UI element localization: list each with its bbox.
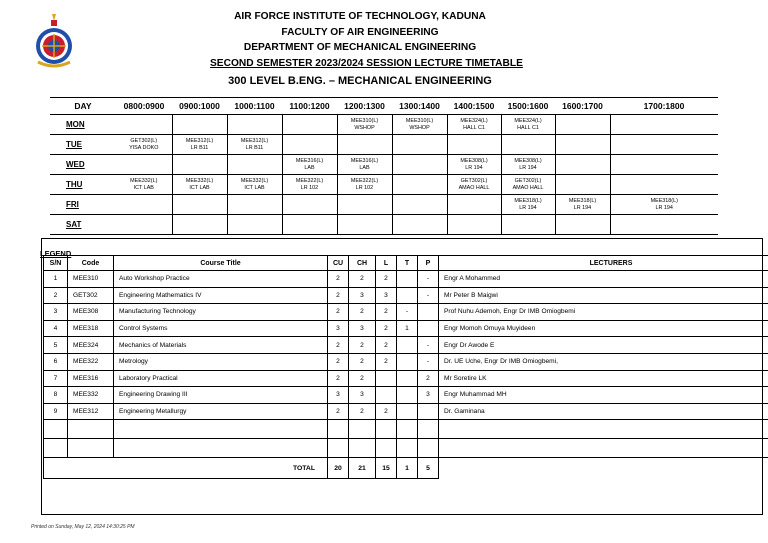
day-label-text: TUE [66,140,82,149]
document-header [210,9,523,90]
course-title-cell: Mechanics of Materials [114,337,328,354]
timetable-cell [282,195,337,215]
timetable-cell [501,195,555,215]
print-timestamp: Printed on Sunday, May 12, 2024 14:30:25 PM [31,524,135,530]
day-label [50,115,116,135]
venue: LR B11 [245,144,264,151]
course-code: MEE318(L) [568,197,597,204]
serial-number-cell: 5 [44,337,68,354]
practical-hours-cell: - [418,271,439,288]
lecture-hours-cell [376,439,397,458]
serial-number-cell: 2 [44,287,68,304]
timetable-cell [610,195,718,215]
credit-units-cell: 2 [328,287,349,304]
credit-units-cell: 2 [328,304,349,321]
course-code: MEE308(L) [514,157,542,164]
timetable-cell [447,135,501,155]
venue: HALL C1 [463,124,485,131]
credit-units-cell: 2 [328,403,349,420]
course-code-cell: MEE316 [68,370,114,387]
timetable-row [50,115,718,135]
timetable-cell [172,215,227,235]
contact-hours-cell: 3 [349,287,376,304]
venue: LR 102 [300,184,319,191]
empty-legend-row [44,420,768,439]
timetable-cell [555,135,610,155]
venue: LR B11 [190,144,209,151]
institute-name: AIR FORCE INSTITUTE OF TECHNOLOGY, KADUNA [234,11,486,22]
lecture-hours-cell: 2 [376,320,397,337]
venue: LAB [359,164,370,171]
venue: WSHOP [409,124,430,131]
serial-number-cell: 3 [44,304,68,321]
venue: LR 194 [573,204,592,211]
lecturers-cell: Mr Soretire LK [439,370,768,387]
course-code: MEE312(L) [240,137,269,144]
venue: LR 194 [519,204,537,211]
course-code: GET302(L) [460,177,488,184]
course-title-cell: Laboratory Practical [114,370,328,387]
lecturers-cell: Mr Peter B Maigwi [439,287,768,304]
timetable-row [50,135,718,155]
tutorial-hours-cell: - [397,304,418,321]
institute-crest-logo [34,12,74,70]
code-header: Code [68,256,114,271]
day-label [50,215,116,235]
course-title-cell [114,420,328,439]
practical-hours-cell: - [418,353,439,370]
sn-header: S/N [44,256,68,271]
course-code: GET302(L) [130,137,158,144]
credit-units-cell: 2 [328,271,349,288]
course-title-cell: Engineering Drawing III [114,387,328,404]
course-code-cell [68,439,114,458]
timetable-cell [501,155,555,175]
day-column-header: DAY [50,98,116,115]
timetable-cell [172,175,227,195]
legend-row [44,287,768,304]
practical-hours-cell [418,304,439,321]
timetable-cell [282,115,337,135]
timetable-cell [227,195,282,215]
course-code-cell: MEE312 [68,403,114,420]
timetable-grid [50,97,718,235]
course-title-cell [114,439,328,458]
course-code: MEE308(L) [460,157,488,164]
contact-hours-cell: 2 [349,370,376,387]
timetable-cell [610,115,718,135]
course-code: MEE332(L) [185,177,214,184]
contact-hours-cell: 2 [349,271,376,288]
course-code: MEE322(L) [350,177,379,184]
serial-number-cell: 6 [44,353,68,370]
timetable-cell [555,175,610,195]
course-code-cell [68,420,114,439]
venue: LR 102 [355,184,374,191]
timetable-cell [227,135,282,155]
timetable-cell [447,195,501,215]
day-label [50,195,116,215]
total-cu: 20 [328,458,349,479]
timetable-cell [392,175,447,195]
course-code: MEE316(L) [295,157,324,164]
total-ch: 21 [349,458,376,479]
course-title-cell: Engineering Mathematics IV [114,287,328,304]
course-title-cell: Manufacturing Technology [114,304,328,321]
course-title-cell: Metrology [114,353,328,370]
timetable-row [50,215,718,235]
empty-legend-row [44,439,768,458]
timetable-cell [282,135,337,155]
faculty-name: FACULTY OF AIR ENGINEERING [281,26,439,38]
course-code-cell: GET302 [68,287,114,304]
tutorial-hours-cell [397,439,418,458]
credit-units-cell [328,439,349,458]
venue: LR 194 [655,204,673,211]
practical-hours-cell [418,420,439,439]
timetable-cell [501,115,555,135]
lecturers-cell [439,420,768,439]
practical-hours-cell: 3 [418,387,439,404]
timetable-cell [116,215,172,235]
venue: ICT LAB [189,184,210,191]
lecture-hours-cell: 2 [376,271,397,288]
venue: HALL C1 [517,124,539,131]
timetable-cell [116,175,172,195]
contact-hours-cell: 2 [349,337,376,354]
timetable-cell [337,115,392,135]
timetable-cell [447,115,501,135]
lecturers-cell: Dr. UE Uche, Engr Dr IMB Omiogbemi, [439,353,768,370]
contact-hours-cell [349,420,376,439]
legend-row [44,320,768,337]
total-label: TOTAL [44,458,328,479]
time-slot-header: 1100:1200 [282,98,337,115]
course-code-cell: MEE310 [68,271,114,288]
timetable-cell [172,115,227,135]
total-blank [439,458,768,479]
session-title: SECOND SEMESTER 2023/2024 SESSION LECTURE TIMETABLE [210,57,523,69]
total-p: 5 [418,458,439,479]
legend-label: LEGEND [40,249,72,258]
lecture-hours-cell [376,420,397,439]
timetable-cell [227,175,282,195]
timetable-cell [116,155,172,175]
course-code-cell: MEE324 [68,337,114,354]
venue: AMAO HALL [458,184,490,191]
timetable-cell [501,175,555,195]
timetable-cell [282,175,337,195]
serial-number-cell: 7 [44,370,68,387]
timetable-cell [610,135,718,155]
timetable-cell [337,135,392,155]
lecturers-cell: Engr Momoh Omuya Muyideen [439,320,768,337]
tutorial-hours-cell [397,420,418,439]
credit-units-cell: 2 [328,337,349,354]
lecturers-cell [439,439,768,458]
timetable-cell [555,215,610,235]
timetable-header-row [50,98,718,115]
day-label-text: FRI [66,200,79,209]
lecture-hours-cell: 2 [376,353,397,370]
timetable-cell [447,215,501,235]
l-header: L [376,256,397,271]
practical-hours-cell [418,439,439,458]
department-name: DEPARTMENT OF MECHANICAL ENGINEERING [243,42,477,53]
venue: ICT LAB [133,184,154,191]
lecturers-cell: Engr A Mohammed [439,271,768,288]
course-code-cell: MEE318 [68,320,114,337]
serial-number-cell: 9 [44,403,68,420]
contact-hours-cell: 3 [349,387,376,404]
contact-hours-cell: 2 [349,304,376,321]
credit-units-cell: 3 [328,387,349,404]
course-code: MEE312(L) [185,137,214,144]
time-slot-header: 0800:0900 [116,98,172,115]
course-code: MEE332(L) [240,177,269,184]
lecture-hours-cell: 2 [376,337,397,354]
timetable-cell [172,155,227,175]
ch-header: CH [349,256,376,271]
p-header: P [418,256,439,271]
day-label-text: SAT [66,220,82,229]
course-title-header: Course Title [114,256,328,271]
course-code: MEE322(L) [295,177,324,184]
legend-row [44,353,768,370]
legend-row [44,387,768,404]
legend-row [44,271,768,288]
timetable-cell [337,175,392,195]
course-code: GET302(L) [514,177,542,184]
timetable-cell [392,135,447,155]
timetable-cell [116,195,172,215]
timetable-cell [337,215,392,235]
timetable-cell [227,155,282,175]
tutorial-hours-cell [397,370,418,387]
timetable-row [50,175,718,195]
course-code-cell: MEE308 [68,304,114,321]
day-label [50,135,116,155]
lecturers-cell: Engr Dr Awode E [439,337,768,354]
serial-number-cell: 4 [44,320,68,337]
timetable-cell [447,175,501,195]
time-slot-header: 1200:1300 [337,98,392,115]
course-code: MEE310(L) [350,117,379,124]
timetable-cell [610,155,718,175]
total-row [44,458,768,479]
timetable-cell [337,155,392,175]
lecturers-cell: Dr. Gaminana [439,403,768,420]
total-t: 1 [397,458,418,479]
lecture-hours-cell: 2 [376,304,397,321]
timetable-cell [555,155,610,175]
contact-hours-cell: 3 [349,320,376,337]
legend-row [44,337,768,354]
course-code-cell: MEE332 [68,387,114,404]
lecturers-cell: Engr Muhammad MH [439,387,768,404]
timetable-cell [501,135,555,155]
course-code-cell: MEE322 [68,353,114,370]
day-label-text: WED [66,160,85,169]
tutorial-hours-cell [397,353,418,370]
venue: ICT LAB [244,184,265,191]
lecturers-header: LECTURERS [439,256,768,271]
timetable-row [50,155,718,175]
credit-units-cell: 2 [328,353,349,370]
timetable-cell [337,195,392,215]
day-label-text: MON [66,120,85,129]
course-code: MEE332(L) [130,177,158,184]
tutorial-hours-cell [397,403,418,420]
timetable-cell [392,195,447,215]
legend-row [44,370,768,387]
timetable-cell [610,175,718,195]
time-slot-header: 1600:1700 [555,98,610,115]
timetable-cell [227,115,282,135]
venue: WSHOP [354,124,375,131]
tutorial-hours-cell [397,271,418,288]
practical-hours-cell: - [418,337,439,354]
course-title-cell: Auto Workshop Practice [114,271,328,288]
time-slot-header: 0900:1000 [172,98,227,115]
credit-units-cell [328,420,349,439]
legend-row [44,403,768,420]
lecture-hours-cell [376,370,397,387]
venue: LR 194 [465,164,483,171]
venue: LR 194 [519,164,537,171]
time-slot-header: 1300:1400 [392,98,447,115]
serial-number-cell: 1 [44,271,68,288]
course-title-cell: Control Systems [114,320,328,337]
t-header: T [397,256,418,271]
tutorial-hours-cell [397,287,418,304]
timetable-cell [555,115,610,135]
serial-number-cell [44,439,68,458]
timetable-cell [555,195,610,215]
lecture-hours-cell: 2 [376,403,397,420]
venue: AMAO HALL [512,184,544,191]
timetable-cell [227,215,282,235]
lecture-hours-cell: 3 [376,287,397,304]
credit-units-cell: 3 [328,320,349,337]
course-code: MEE316(L) [350,157,379,164]
timetable-cell [282,155,337,175]
course-code: MEE318(L) [514,197,542,204]
course-title-cell: Engineering Metallurgy [114,403,328,420]
serial-number-cell [44,420,68,439]
time-slot-header: 1400:1500 [447,98,501,115]
practical-hours-cell: - [418,287,439,304]
tutorial-hours-cell [397,337,418,354]
tutorial-hours-cell: 1 [397,320,418,337]
contact-hours-cell [349,439,376,458]
timetable-cell [610,215,718,235]
course-code: MEE324(L) [514,117,542,124]
timetable-cell [282,215,337,235]
timetable-cell [392,215,447,235]
day-label-text: THU [66,180,83,189]
timetable-cell [392,115,447,135]
practical-hours-cell [418,403,439,420]
day-label [50,175,116,195]
legend-row [44,304,768,321]
timetable-cell [116,115,172,135]
course-code: MEE324(L) [460,117,488,124]
serial-number-cell: 8 [44,387,68,404]
timetable-cell [447,155,501,175]
course-code: MEE318(L) [650,197,678,204]
level-title: 300 LEVEL B.ENG. – MECHANICAL ENGINEERING [228,75,492,87]
time-slot-header: 1000:1100 [227,98,282,115]
timetable-cell [172,195,227,215]
venue: LAB [304,164,315,171]
credit-units-cell: 2 [328,370,349,387]
lecture-hours-cell [376,387,397,404]
timetable-cell [392,155,447,175]
contact-hours-cell: 2 [349,403,376,420]
practical-hours-cell: 2 [418,370,439,387]
total-l: 15 [376,458,397,479]
course-code: MEE310(L) [405,117,434,124]
contact-hours-cell: 2 [349,353,376,370]
cu-header: CU [328,256,349,271]
timetable-cell [172,135,227,155]
day-label [50,155,116,175]
timetable-row [50,195,718,215]
timetable-cell [501,215,555,235]
time-slot-header: 1500:1600 [501,98,555,115]
legend-header-row [44,256,768,271]
venue: YISA DOKO [129,144,159,151]
practical-hours-cell [418,320,439,337]
tutorial-hours-cell [397,387,418,404]
lecturers-cell: Prof Nuhu Ademoh, Engr Dr IMB Omiogbemi [439,304,768,321]
course-legend-table [43,255,768,479]
timetable-cell [116,135,172,155]
time-slot-header: 1700:1800 [610,98,718,115]
